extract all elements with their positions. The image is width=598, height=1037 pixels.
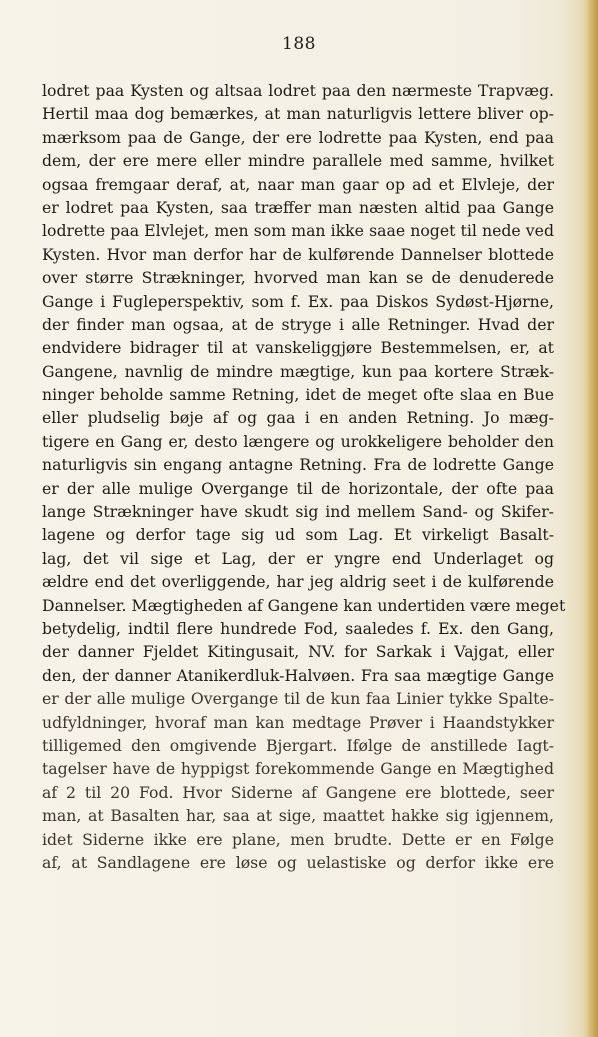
text-line: er der alle mulige Overgange til de horizontale, der ofte paa (42, 478, 554, 498)
text-line: naturligvis sin engang antagne Retning. Fra de lodrette Gange (42, 455, 554, 475)
text-line: endvidere bidrager til at vanskeliggjøre Bestemmelsen, er, at (42, 338, 554, 358)
text-line: Dannelser. Mægtigheden af Gangene kan undertiden være meget (42, 595, 566, 615)
text-line: Hertil maa dog bemærkes, at man naturligvis lettere bliver op- (42, 104, 554, 124)
text-line: dem, der ere mere eller mindre parallele med samme, hvilket (42, 151, 554, 171)
text-line: af 2 til 20 Fod. Hvor Siderne af Gangene ere blottede, seer (42, 782, 554, 802)
text-line: er der alle mulige Overgange til de kun faa Linier tykke Spalte- (42, 689, 554, 709)
text-line: er lodret paa Kysten, saa træffer man næsten altid paa Gange (42, 197, 554, 217)
text-line: ældre end det overliggende, har jeg aldrig seet i de kulførende (42, 572, 554, 592)
text-line: lange Strækninger have skudt sig ind mellem Sand- og Skifer- (42, 502, 554, 522)
text-line: eller pludselig bøje af og gaa i en anden Retning. Jo mæg- (42, 408, 554, 428)
page-edge-shading (586, 0, 598, 1037)
text-line: der finder man ogsaa, at de stryge i alle Retninger. Hvad der (42, 314, 554, 334)
text-line: mærksom paa de Gange, der ere lodrette paa Kysten, end paa (42, 127, 554, 147)
text-line: Kysten. Hvor man derfor har de kulførende Dannelser blottede (42, 244, 554, 264)
text-line: udfyldninger, hvoraf man kan medtage Prøver i Haandstykker (42, 712, 554, 732)
text-line: lagene og derfor tage sig ud som Lag. Et virkeligt Basalt- (42, 525, 554, 545)
text-line: lodrette paa Elvlejet, men som man ikke saae noget til nede ved (42, 221, 554, 241)
text-line: betydelig, indtil flere hundrede Fod, saaledes f. Ex. den Gang, (42, 618, 554, 638)
text-line: lodret paa Kysten og altsaa lodret paa den nærmeste Trapvæg. (42, 81, 554, 100)
text-line: tagelser have de hyppigst forekommende Gange en Mægtighed (42, 759, 554, 779)
text-line: Gange i Fugleperspektiv, som f. Ex. paa Diskos Sydøst-Hjørne, (42, 291, 554, 311)
text-line: idet Siderne ikke ere plane, men brudte. Dette er en Følge (42, 829, 554, 849)
body-text (42, 79, 566, 874)
text-line: tigere en Gang er, desto længere og urokkeligere beholder den (42, 431, 554, 451)
text-line: der danner Fjeldet Kitingusait, NV. for Sarkak i Vajgat, eller (42, 642, 554, 662)
text-line: ninger beholde samme Retning, idet de meget ofte slaa en Bue (42, 385, 554, 405)
text-line: ogsaa fremgaar deraf, at, naar man gaar op ad et Elvleje, der (42, 174, 554, 194)
text-line: tilligemed den omgivende Bjergart. Ifølge de anstillede Iagt- (42, 735, 554, 755)
text-line: lag, det vil sige et Lag, der er yngre end Underlaget og (42, 548, 554, 568)
text-line: den, der danner Atanikerdluk-Halvøen. Fra saa mægtige Gange (42, 665, 554, 685)
text-line: man, at Basalten har, saa at sige, maattet hakke sig igjennem, (42, 806, 554, 826)
text-line: af, at Sandlagene ere løse og uelastiske og derfor ikke ere (42, 852, 554, 872)
page-number: 188 (282, 34, 316, 54)
text-line: over større Strækninger, hvorved man kan se de denuderede (42, 268, 554, 288)
text-line: Gangene, navnlig de mindre mægtige, kun paa kortere Stræk- (42, 361, 554, 381)
